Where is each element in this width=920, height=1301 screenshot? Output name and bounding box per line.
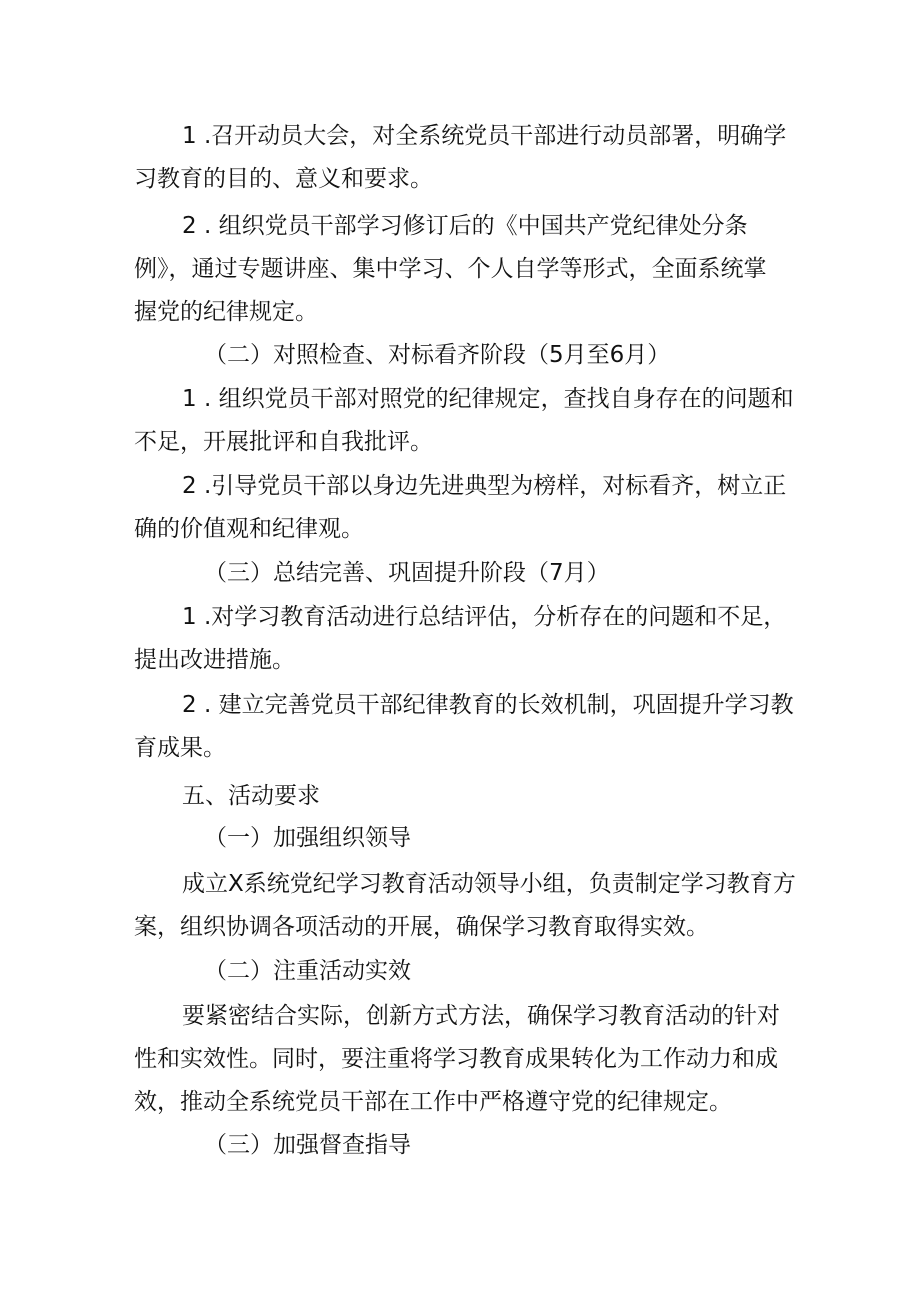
text-line: 不足，开展批评和自我批评。 [134,429,433,455]
paragraph-effectiveness [134,995,794,1124]
paragraph-phase-3-step-1 [134,596,794,682]
text-line: 案，组织协调各项活动的开展，确保学习教育取得实效。 [134,914,709,940]
text-line: 1 . 组织党员干部对照党的纪律规定，查找自身存在的问题和 [182,386,794,412]
heading-line: （三）总结完善、巩固提升阶段（7月） [204,560,610,586]
text-line: 要紧密结合实际，创新方式方法，确保学习教育活动的针对 [182,1003,780,1029]
text-line: 握党的纪律规定。 [134,299,318,325]
heading-line: （一）加强组织领导 [204,825,411,851]
subsection-heading-organization [134,817,794,860]
heading-line: （三）加强督查指导 [204,1132,411,1158]
text-line: 育成果。 [134,735,226,761]
heading-line: （二）对照检查、对标看齐阶段（5月至6月） [204,342,671,368]
subsection-heading-effectiveness [134,950,794,993]
text-line: 确的价值观和纪律观。 [134,516,364,542]
paragraph-phase-3-step-2 [134,684,794,770]
text-line: 1 .召开动员大会，对全系统党员干部进行动员部署，明确学 [182,123,787,149]
text-line: 2 . 组织党员干部学习修订后的《中国共产党纪律处分条 [182,213,748,239]
section-heading-activity-requirements [134,775,794,818]
text-line: 成立X系统党纪学习教育活动领导小组，负责制定学习教育方 [182,871,796,897]
text-line: 2 .引导党员干部以身边先进典型为榜样，对标看齐，树立正 [182,473,787,499]
text-line: 2 . 建立完善党员干部纪律教育的长效机制，巩固提升学习教 [182,692,794,718]
section-heading-phase-2 [134,334,794,377]
heading-line: （二）注重活动实效 [204,958,411,984]
paragraph-leading-group [134,863,794,949]
paragraph-phase-2-step-1 [134,378,794,464]
text-line: 效，推动全系统党员干部在工作中严格遵守党的纪律规定。 [134,1089,732,1115]
text-line: 1 .对学习教育活动进行总结评估，分析存在的问题和不足， [182,604,787,630]
text-line: 习教育的目的、意义和要求。 [134,166,433,192]
text-line: 性和实效性。同时，要注重将学习教育成果转化为工作动力和成 [134,1046,778,1072]
section-heading-phase-3 [134,552,794,595]
paragraph-phase-2-step-2 [134,465,794,551]
text-line: 例》，通过专题讲座、集中学习、个人自学等形式，全面系统掌 [134,256,767,282]
text-line: 提出改进措施。 [134,647,295,673]
paragraph-step-2-study-regulations [134,205,794,334]
subsection-heading-supervision [134,1124,794,1167]
heading-line: 五、活动要求 [182,783,320,809]
paragraph-step-1-mobilization [134,115,794,201]
